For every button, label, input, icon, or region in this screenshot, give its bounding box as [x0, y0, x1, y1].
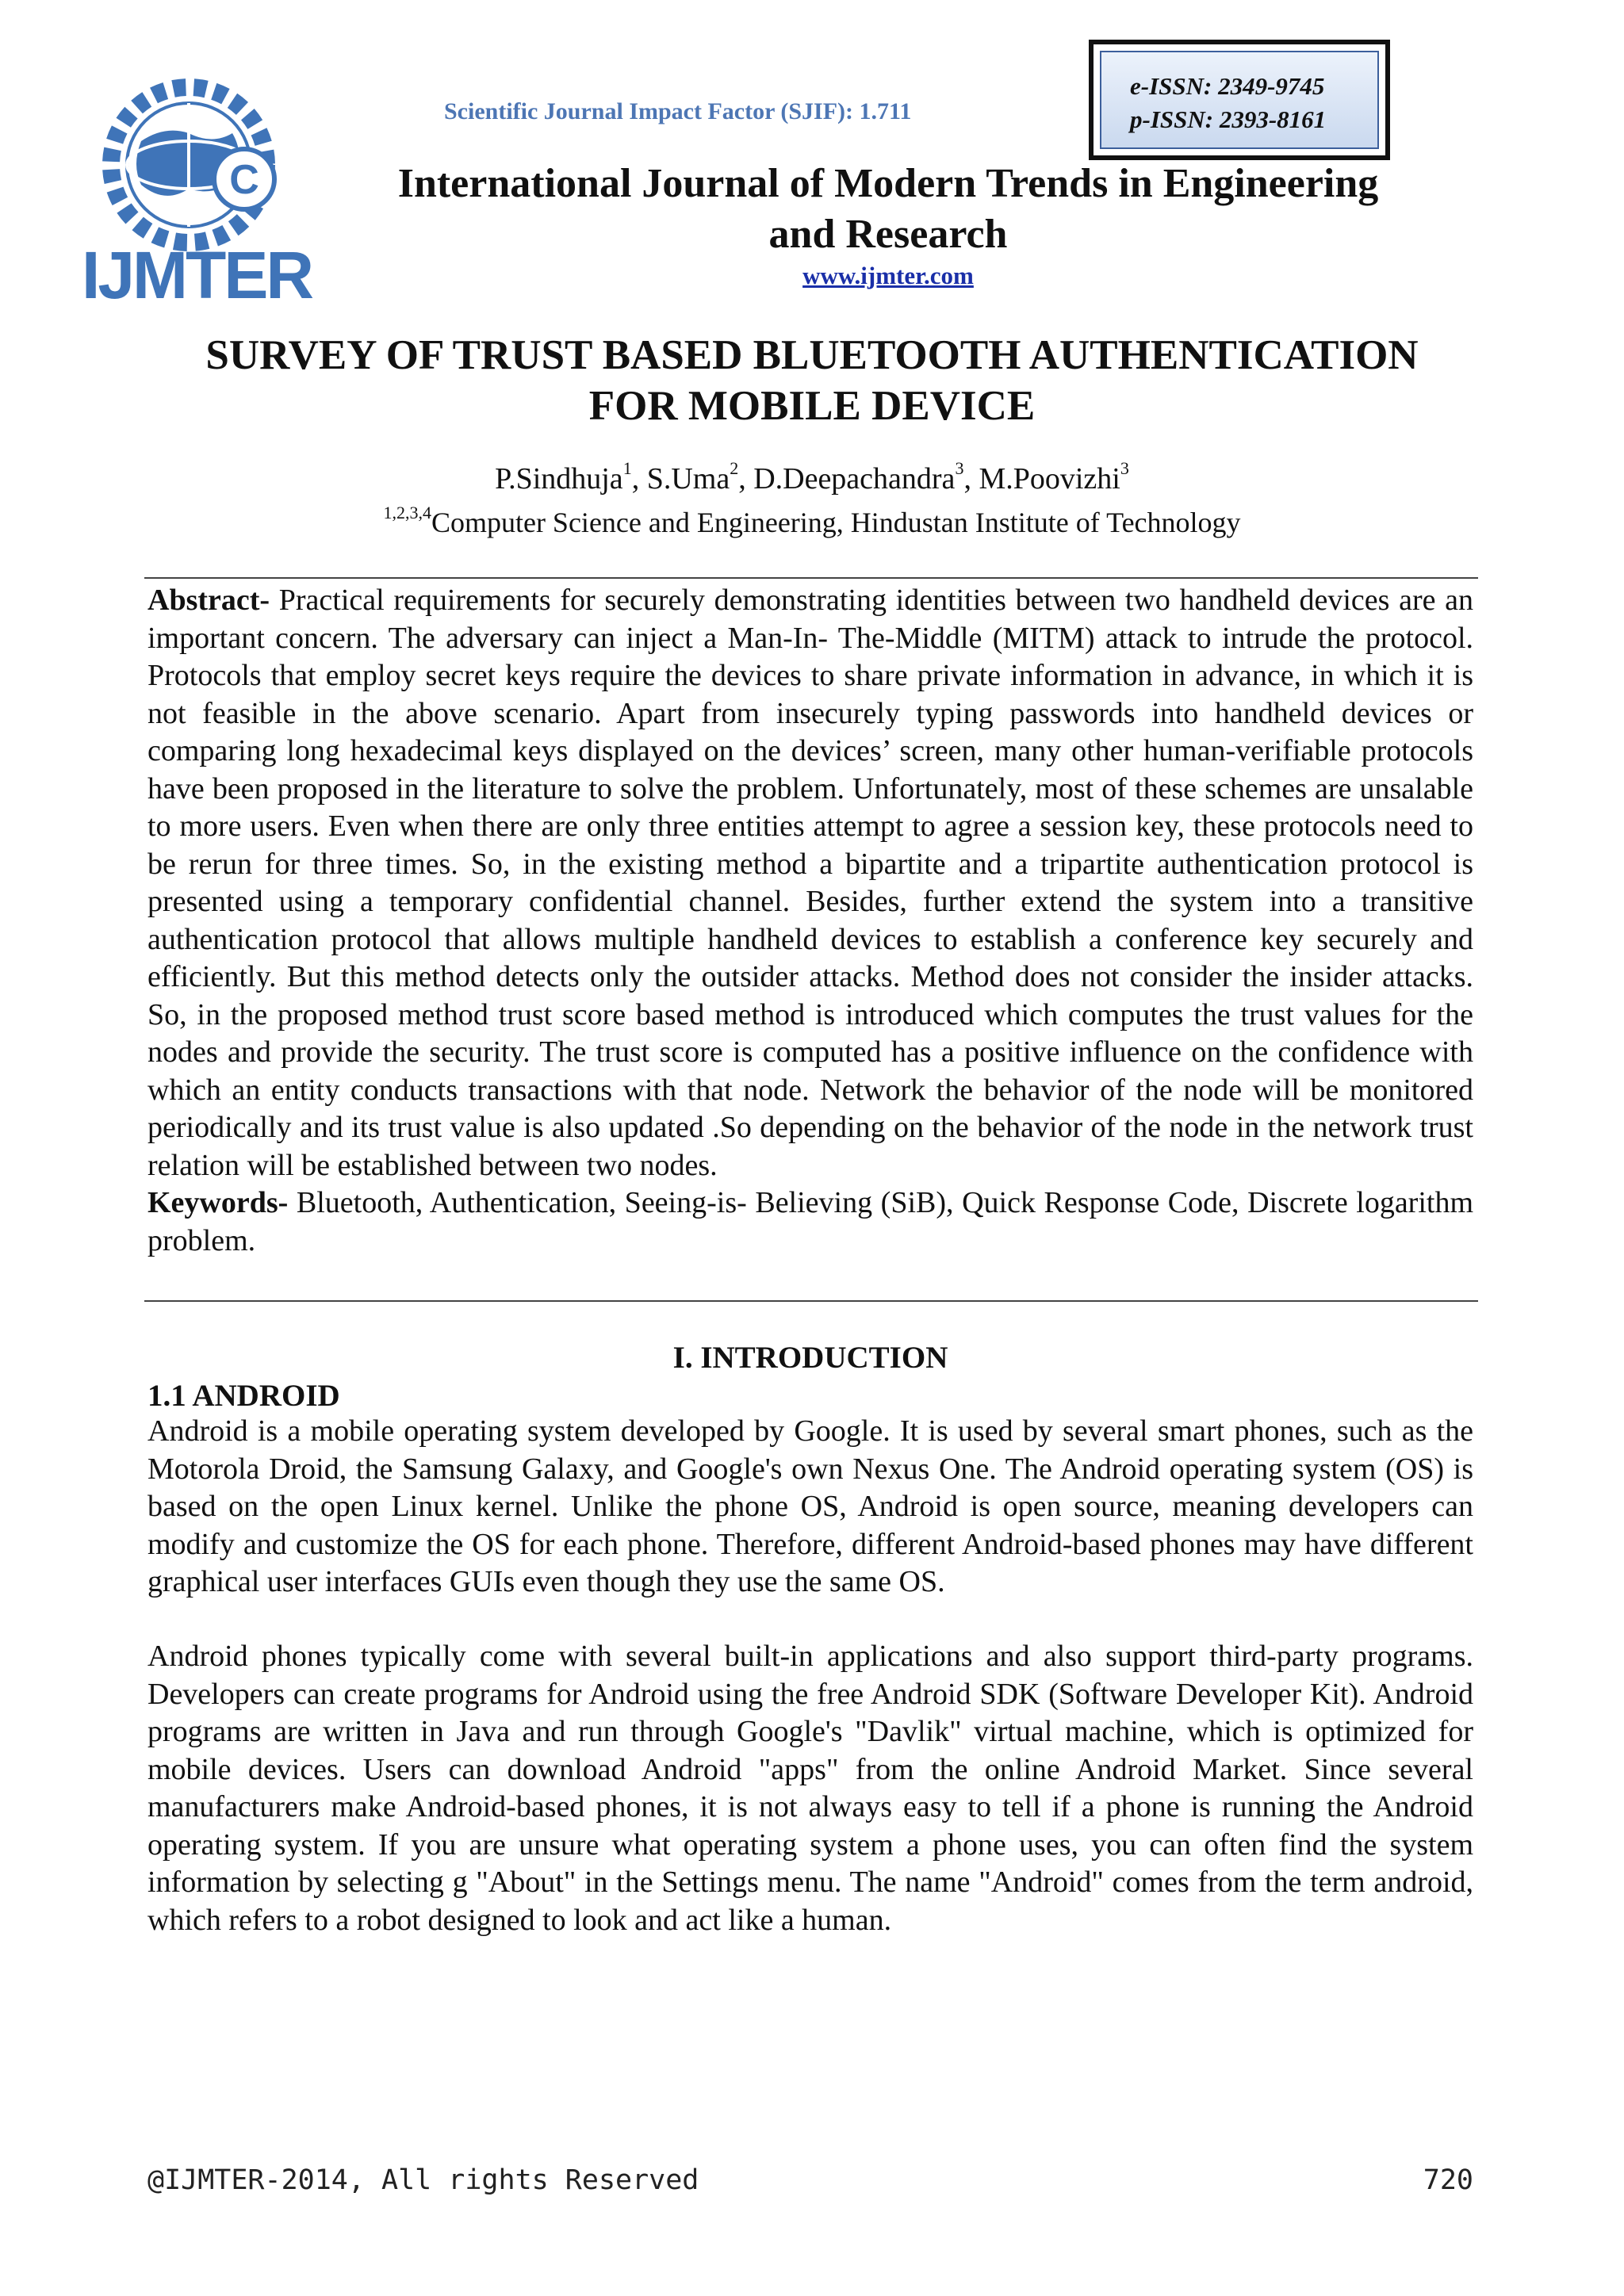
divider-bottom	[144, 1300, 1478, 1302]
abstract	[147, 582, 1473, 1260]
authors-line: P.Sindhuja$^1$, S.Uma$^2$, D.Deepachandra$^3$, M.Poovizhi$^3$	[495, 458, 1129, 496]
eissn: e-ISSN: 2349-9745	[1130, 72, 1325, 100]
author-name: D.Deepachandra	[753, 462, 956, 496]
divider-top	[144, 577, 1478, 579]
footer-copyright: @IJMTER-2014, All rights Reserved	[147, 2164, 699, 2196]
pissn: p-ISSN: 2393-8161	[1130, 105, 1327, 133]
svg-text:C: C	[229, 157, 259, 203]
author-name: M.Poovizhi	[979, 462, 1120, 496]
author-name: P.Sindhuja	[495, 462, 623, 496]
globe-gear-icon	[81, 78, 312, 312]
journal-url-link[interactable]: www.ijmter.com	[802, 262, 974, 289]
section-heading: I. INTRODUCTION	[672, 1341, 948, 1375]
impact-factor: Scientific Journal Impact Factor (SJIF): 1.711	[444, 98, 912, 124]
issn-box	[1089, 40, 1390, 160]
journal-title: International Journal of Modern Trends in Engineering and Research	[397, 161, 1379, 257]
subsection-heading: 1.1 ANDROID	[147, 1379, 340, 1413]
page-number: 720	[1423, 2164, 1473, 2196]
intro-paragraph-2: Android phones typically come with several built-in applications and also support third-party programs. Developers can create programs for Android using the free Android SDK (Software Developer Kit). Android programs are written in Java and run through Google's "Davlik" virtual machine, which is optimized for mobile devices. Users can download Android "apps" from the online Android Market. Since several manufacturers make Android-based phones, it is not always easy to tell if a phone is running the Android operating system. If you are unsure what operating system a phone uses, you can often find the system information by selecting g "About" in the Settings menu. The name "Android" comes from the term android, which refers to a robot designed to look and act like a human.	[147, 1640, 1473, 1937]
journal-logo	[81, 78, 312, 312]
affiliation: $^{1,2,3,4}$Computer Science and Engineering, Hindustan Institute of Technology	[383, 503, 1241, 538]
intro-paragraph-1: Android is a mobile operating system developed by Google. It is used by several smart phones, such as the Motorola Droid, the Samsung Galaxy, and Google's own Nexus One. The Android operating system (OS) is based on the open Linux kernel. Unlike the phone OS, Android is open source, meaning developers can modify and customize the OS for each phone. Therefore, different Android-based phones may have different graphical user interfaces GUIs even though they use the same OS.	[147, 1414, 1473, 1598]
svg-text:IJMTER: IJMTER	[81, 238, 312, 312]
keywords-label: Keywords-	[147, 1186, 289, 1219]
author-name: S.Uma	[646, 462, 730, 496]
abstract-label: Abstract-	[147, 584, 270, 617]
paper-title: SURVEY OF TRUST BASED BLUETOOTH AUTHENTICATION FOR MOBILE DEVICE	[205, 332, 1419, 429]
abstract-text: Practical requirements for securely demonstrating identities between two handheld devices are an important concern. The adversary can inject a Man-In- The-Middle (MITM) attack to intrude the protocol. Protocols that employ secret keys require the devices to share private information in advance, in which it is not feasible in the above scenario. Apart from insecurely typing passwords into handheld devices or comparing long hexadecimal keys displayed on the devices’ screen, many other human-verifiable protocols have been proposed in the literature to solve the problem. Unfortunately, most of these schemes are unsalable to more users. Even when there are only three entities attempt to agree a session key, these protocols need to be rerun for three times. So, in the existing method a bipartite and a tripartite authentication protocol is presented using a temporary confidential channel. Besides, further extend the system into a transitive authentication protocol that allows multiple handheld devices to establish a conference key securely and efficiently. But this method detects only the outsider attacks. Method does not consider the insider attacks. So, in the proposed method trust score based method is introduced which computes the trust values for the nodes and provide the security. The trust score is computed has a positive influence on the confidence with which an entity conducts transactions with that node. Network the behavior of the node will be monitored periodically and its trust value is also updated .So depending on the behavior of the node in the network trust relation will be established between two nodes.	[147, 584, 1473, 1182]
keywords-text: Bluetooth, Authentication, Seeing-is- Believing (SiB), Quick Response Code, Discrete logarithm problem.	[147, 1186, 1474, 1257]
